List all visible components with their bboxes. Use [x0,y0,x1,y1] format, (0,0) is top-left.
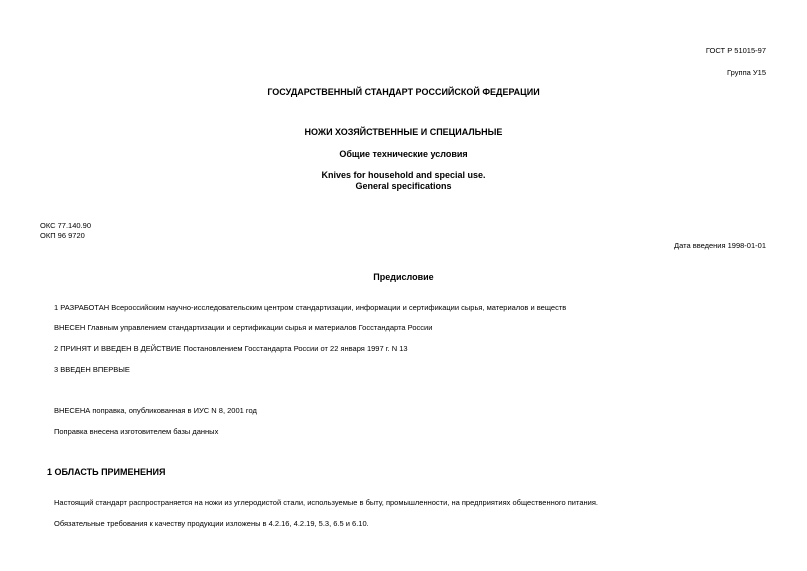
amendment-note: ВНЕСЕНА поправка, опубликованная в ИУС N 8, 2001 год [54,406,257,415]
english-title-line1: Knives for household and special use. [321,170,486,180]
group-code: Группа У15 [727,68,766,77]
oks-code: ОКС 77.140.90 [40,221,91,230]
foreword-item: 2 ПРИНЯТ И ВВЕДЕН В ДЕЙСТВИЕ Постановлением Госстандарта России от 22 января 1997 г. N 13 [54,344,408,353]
introduction-date: Дата введения 1998-01-01 [674,241,766,250]
foreword-item: ВНЕСЕН Главным управлением стандартизации и сертификации сырья и материалов Госстандарта России [54,323,433,332]
okp-code: ОКП 96 9720 [40,231,85,240]
document-subtitle: Общие технические условия [339,149,468,159]
foreword-heading: Предисловие [373,272,434,282]
foreword-item: 3 ВВЕДЕН ВПЕРВЫЕ [54,365,130,374]
amendment-source-note: Поправка внесена изготовителем базы данных [54,427,219,436]
foreword-item: 1 РАЗРАБОТАН Всероссийским научно-исследовательским центром стандартизации, информации и сертификации сырья, материалов и веществ [54,303,567,312]
english-title-line2: General specifications [355,181,452,191]
section-1-paragraph: Обязательные требования к качеству продукции изложены в 4.2.16, 4.2.19, 5.3, 6.5 и 6.10. [54,519,369,528]
gost-number: ГОСТ Р 51015-97 [705,46,766,55]
state-standard-heading: ГОСУДАРСТВЕННЫЙ СТАНДАРТ РОССИЙСКОЙ ФЕДЕРАЦИИ [267,87,540,97]
document-title: НОЖИ ХОЗЯЙСТВЕННЫЕ И СПЕЦИАЛЬНЫЕ [304,127,503,137]
section-1-heading: 1 ОБЛАСТЬ ПРИМЕНЕНИЯ [47,467,166,477]
section-1-paragraph: Настоящий стандарт распространяется на ножи из углеродистой стали, используемые в быту, промышленности, на предприятиях общественного питания. [54,498,598,507]
